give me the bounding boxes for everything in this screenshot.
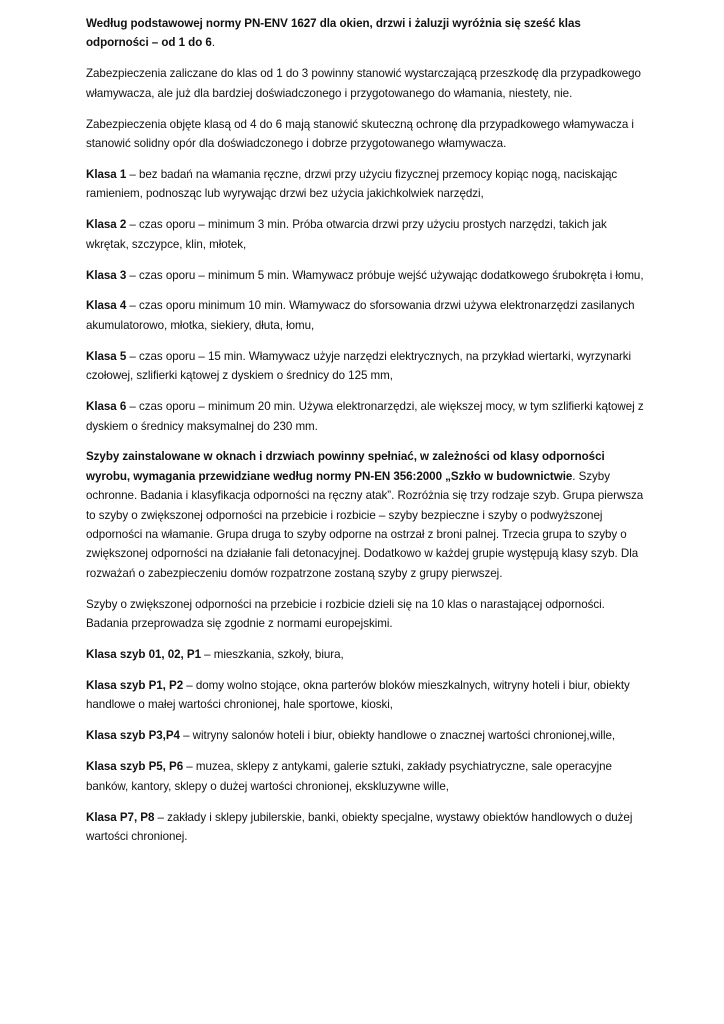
document-body: [86, 14, 644, 858]
bold-lead: Według podstawowej normy PN-ENV 1627 dla okien, drzwi i żaluzji wyróżnia się sześć klas odporności – od 1 do 6: [86, 17, 581, 50]
bold-lead: Klasa 2: [86, 218, 127, 232]
paragraph-text: Zabezpieczenia zaliczane do klas od 1 do 3 powinny stanowić wystarczającą przeszkodę dla przypadkowego włamywacza, ale już dla bardziej doświadczonego i przygotowanego do włamania, niestety, nie.: [86, 67, 641, 100]
class-5-paragraph: [86, 347, 644, 386]
paragraph-text: Szyby o zwiększonej odporności na przebicie i rozbicie dzieli się na 10 klas o narastającej odporności. Badania przeprowadza się zgodnie z normami europejskimi.: [86, 597, 605, 631]
glass-classes-paragraph: [86, 595, 644, 634]
paragraph-text: .: [211, 36, 215, 50]
classes-1-3-paragraph: [86, 64, 644, 103]
bold-lead: Klasa 4: [86, 299, 127, 313]
paragraph-text: – czas oporu – minimum 3 min. Próba otwarcia drzwi przy użyciu prostych narzędzi, takich jak wkrętak, szczypce, klin, młotek,: [86, 218, 607, 251]
paragraph-text: – czas oporu minimum 10 min. Włamywacz do sforsowania drzwi używa elektronarzędzi zasilanych akumulatorowo, młotka, siekiery, dłuta, łomu,: [86, 299, 635, 332]
class-2-paragraph: [86, 215, 644, 254]
class-6-paragraph: [86, 397, 644, 436]
paragraph-text: – zakłady i sklepy jubilerskie, banki, obiekty specjalne, wystawy obiektów handlowych o dużej wartości chronionej.: [86, 810, 633, 843]
bold-lead: Klasa 6: [86, 400, 127, 414]
paragraph-text: – czas oporu – minimum 20 min. Używa elektronarzędzi, ale większej mocy, w tym szlifierki kątowej z dyskiem o średnicy maksymalnej do 230 mm.: [86, 400, 644, 433]
glass-class-p5-p6-paragraph: [86, 757, 644, 796]
class-4-paragraph: [86, 296, 644, 335]
class-3-paragraph: [86, 266, 644, 285]
bold-lead: Klasa 3: [86, 268, 127, 282]
glass-class-01-02-p1-paragraph: [86, 645, 644, 664]
paragraph-text: – mieszkania, szkoły, biura,: [200, 648, 344, 662]
paragraph-text: – witryny salonów hoteli i biur, obiekty handlowe o znacznej wartości chronionej,wille,: [179, 729, 616, 743]
bold-lead: Klasa 1: [86, 167, 127, 181]
paragraph-text: – czas oporu – minimum 5 min. Włamywacz próbuje wejść używając dodatkowego śrubokręta i łomu,: [126, 268, 644, 282]
bold-lead: Klasa szyb P1, P2: [86, 678, 184, 692]
paragraph-text: – muzea, sklepy z antykami, galerie sztuki, zakłady psychiatryczne, sale operacyjne banków, kantory, sklepy o dużej wartości chronionej, ekskluzywne wille,: [86, 760, 612, 793]
glass-class-p3-p4-paragraph: [86, 726, 644, 745]
paragraph-text: . Szyby ochronne. Badania i klasyfikacja odporności na ręczny atak”. Rozróżnia się trzy rodzaje szyb. Grupa pierwsza to szyby o zwiększonej odporności na przebicie i rozbicie – szyby bezpieczne i szyby o podwyższonej odporności na włamanie. Grupa druga to szyby odporne na ostrzał z broni palnej. Trzecia grupa to szyby o zwiększonej odporności na działanie fali detonacyjnej. Dodatkowo w każdej grupie występują klasy szyb. Dla rozważań o zabezpieczeniu domów rozpatrzone zostaną szyby z grupy pierwszej.: [86, 469, 644, 580]
bold-lead: Klasa szyb 01, 02, P1: [86, 648, 201, 662]
paragraph-text: – bez badań na włamania ręczne, drzwi przy użyciu fizycznej przemocy kopiąc nogą, naciskając ramieniem, podnosząc lub wyrywając drzwi bez użycia jakichkolwiek narzędzi,: [86, 167, 618, 201]
class-1-paragraph: [86, 165, 644, 204]
paragraph-text: – domy wolno stojące, okna parterów bloków mieszkalnych, witryny hoteli i biur, obiekty handlowe o małej wartości chronionej, hale sportowe, kioski,: [86, 678, 630, 712]
bold-lead: Klasa szyb P3,P4: [86, 729, 180, 743]
paragraph-text: Zabezpieczenia objęte klasą od 4 do 6 mają stanowić skuteczną ochronę dla przypadkowego włamywacza i stanowić solidny opór dla doświadczonego i dobrze przygotowanego włamywacza.: [86, 117, 634, 151]
bold-lead: Klasa P7, P8: [86, 810, 155, 824]
glass-standard-paragraph: [86, 447, 644, 583]
bold-lead: Klasa 5: [86, 349, 127, 363]
bold-lead: Klasa szyb P5, P6: [86, 760, 184, 774]
bold-lead: Szyby zainstalowane w oknach i drzwiach powinny spełniać, w zależności od klasy odporności wyrobu, wymagania przewidziane według normy PN-EN 356:2000 „Szkło w budownictwie: [86, 450, 605, 483]
glass-class-p7-p8-paragraph: [86, 808, 644, 847]
classes-4-6-paragraph: [86, 115, 644, 154]
paragraph-text: – czas oporu – 15 min. Włamywacz użyje narzędzi elektrycznych, na przykład wiertarki, wyrzynarki czołowej, szlifierki kątowej z dyskiem o średnicy do 125 mm,: [86, 349, 632, 383]
intro-standard-paragraph: [86, 14, 644, 53]
glass-class-p1-p2-paragraph: [86, 676, 644, 715]
